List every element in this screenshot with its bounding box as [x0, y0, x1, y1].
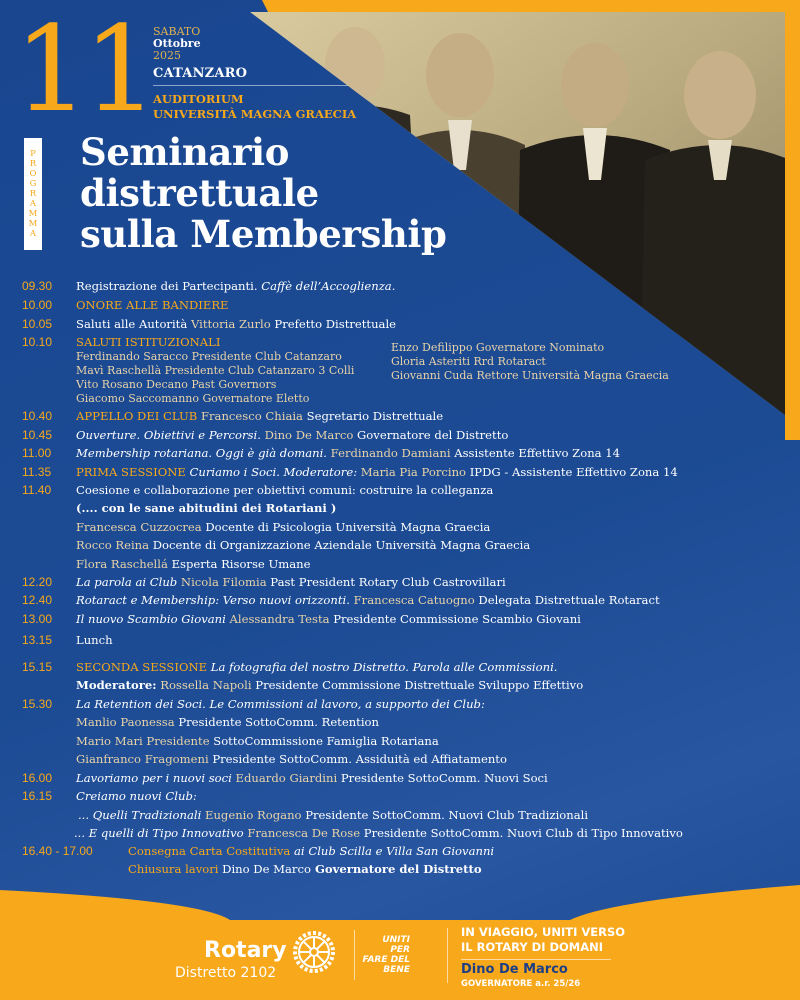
agenda-time: 11.00 — [22, 446, 52, 460]
rotary-brand: Rotary — [204, 938, 287, 963]
motto-line1: UNITI PER — [382, 935, 410, 955]
slogan — [461, 925, 625, 955]
agenda-text: Registrazione dei Partecipanti. Caffè dell’Accoglienza. — [76, 279, 396, 293]
saluti-item: Gloria Asteriti Rrd Rotaract — [391, 355, 546, 368]
motto-line3: BENE — [383, 965, 410, 975]
agenda-text: Creiamo nuovi Club: — [76, 789, 197, 803]
programma-letter: A — [29, 199, 37, 209]
agenda-time: 16.15 — [22, 789, 53, 803]
programma-letter: M — [28, 209, 38, 219]
agenda-time: 16.00 — [22, 771, 53, 785]
programma-letter: P — [30, 149, 36, 159]
agenda-text: Chiusura lavori Dino De Marco Governatore del Distretto — [128, 862, 482, 876]
agenda-time: 13.15 — [22, 633, 53, 647]
saluti-item: Giovanni Cuda Rettore Università Magna Graecia — [391, 369, 669, 382]
weekday: SABATO — [153, 25, 201, 38]
agenda-time: 12.40 — [22, 593, 53, 607]
agenda-text: APPELLO DEI CLUB Francesco Chiaia Segretario Distrettuale — [76, 409, 444, 423]
agenda-text: PRIMA SESSIONE Curiamo i Soci. Moderatore: Maria Pia Porcino IPDG - Assistente Effettivo Zona 14 — [76, 465, 678, 479]
agenda-text: La parola ai Club Nicola Filomia Past President Rotary Club Castrovillari — [76, 575, 506, 589]
city: CATANZARO — [153, 66, 248, 81]
agenda-text: Lunch — [76, 633, 113, 647]
programma-letter: R — [29, 159, 37, 169]
agenda-text: Saluti alle Autorità Vittoria Zurlo Prefetto Distrettuale — [76, 317, 397, 331]
venue-line1: AUDITORIUM — [153, 92, 244, 106]
district-label: Distretto 2102 — [175, 965, 277, 981]
saluti-item: Giacomo Saccomanno Governatore Eletto — [76, 392, 310, 405]
agenda-text: Lavoriamo per i nuovi soci Eduardo Giardini Presidente SottoComm. Nuovi Soci — [76, 771, 548, 785]
saluti-item: Vito Rosano Decano Past Governors — [76, 378, 277, 391]
venue — [153, 92, 356, 122]
date-block — [153, 26, 201, 61]
agenda-text: La Retention dei Soci. Le Commissioni al lavoro, a supporto dei Club: — [76, 697, 485, 711]
agenda-text: ... E quelli di Tipo Innovativo Francesca De Rose Presidente SottoComm. Nuovi Club di Tipo Innovativo — [74, 826, 683, 840]
title-line1: Seminario — [80, 130, 289, 174]
agenda-text: Moderatore: Rossella Napoli Presidente Commissione Distrettuale Sviluppo Effettivo — [76, 678, 584, 692]
title-line2: distrettuale — [80, 171, 319, 215]
venue-line2: UNIVERSITÀ MAGNA GRAECIA — [153, 107, 357, 121]
agenda-time: 16.40 - 17.00 — [22, 844, 93, 858]
agenda-text: Ouverture. Obiettivi e Percorsi. Dino De Marco Governatore del Distretto — [76, 428, 509, 442]
month: Ottobre — [153, 37, 201, 50]
agenda-time: 10.10 — [22, 335, 53, 349]
agenda-time: 15.30 — [22, 697, 53, 711]
agenda-time: 12.20 — [22, 575, 53, 589]
agenda-text: Gianfranco Fragomeni Presidente SottoComm. Assiduità ed Affiatamento — [76, 752, 507, 766]
agenda-text: Il nuovo Scambio Giovani Alessandra Testa Presidente Commissione Scambio Giovani — [76, 612, 581, 626]
rotary-wheel-icon — [290, 928, 338, 976]
saluti-item: Ferdinando Saracco Presidente Club Catanzaro — [76, 350, 342, 363]
agenda-text: ... Quelli Tradizionali Eugenio Rogano Presidente SottoComm. Nuovi Club Tradizionali — [78, 808, 589, 822]
footer-rule — [461, 959, 611, 960]
year: 2025 — [153, 49, 181, 62]
agenda-text: Rocco Reina Docente di Organizzazione Aziendale Università Magna Graecia — [76, 538, 531, 552]
saluti-item: Enzo Defilippo Governatore Nominato — [391, 341, 605, 354]
governor-role: GOVERNATORE a.r. 25/26 — [461, 979, 581, 989]
agenda-text: Manlio Paonessa Presidente SottoComm. Retention — [76, 715, 379, 729]
divider — [153, 85, 348, 86]
programma-letter: A — [29, 229, 37, 239]
slogan-line2: IL ROTARY DI DOMANI — [461, 940, 604, 954]
programma-letter: R — [29, 189, 37, 199]
agenda-time: 10.45 — [22, 428, 53, 442]
programma-letter: M — [28, 219, 38, 229]
agenda-text: Rotaract e Membership: Verso nuovi orizzonti. Francesca Catuogno Delegata Distrettuale Rotaract — [76, 593, 660, 607]
agenda-text: (.... con le sane abitudini dei Rotariani ) — [76, 501, 337, 515]
motto-line2: FARE DEL — [362, 955, 410, 965]
saluti-item: Mavì Raschellà Presidente Club Catanzaro 3 Colli — [76, 364, 355, 377]
agenda-time: 09.30 — [22, 279, 53, 293]
programma-letter: G — [29, 179, 37, 189]
programma-label — [24, 138, 42, 250]
governor-name: Dino De Marco — [461, 962, 568, 977]
agenda-text: SECONDA SESSIONE La fotografia del nostro Distretto. Parola alle Commissioni. — [76, 660, 558, 674]
event-day: 11 — [14, 0, 153, 138]
agenda-time: 10.05 — [22, 317, 53, 331]
agenda-text: SALUTI ISTITUZIONALI — [76, 335, 221, 349]
slogan-line1: IN VIAGGIO, UNITI VERSO — [461, 925, 626, 939]
agenda-text: Coesione e collaborazione per obiettivi comuni: costruire la colleganza — [76, 483, 494, 497]
footer-divider — [354, 930, 355, 980]
agenda-time: 13.00 — [22, 612, 53, 626]
agenda-text: Membership rotariana. Oggi è già domani. Ferdinando Damiani Assistente Effettivo Zona 14 — [76, 446, 621, 460]
agenda-text: Mario Mari Presidente SottoCommissione Famiglia Rotariana — [76, 734, 439, 748]
page-title — [80, 132, 447, 255]
agenda-text: ONORE ALLE BANDIERE — [76, 298, 229, 312]
footer-divider — [447, 928, 448, 983]
agenda-text: Consegna Carta Costitutiva ai Club Scilla e Villa San Giovanni — [128, 844, 495, 858]
motto — [360, 935, 410, 975]
agenda-text: Francesca Cuzzocrea Docente di Psicologia Università Magna Graecia — [76, 520, 491, 534]
agenda-time: 15.15 — [22, 660, 53, 674]
agenda-time: 11.40 — [22, 483, 52, 497]
title-line3: sulla Membership — [80, 212, 447, 256]
agenda-time: 10.00 — [22, 298, 53, 312]
agenda-time: 11.35 — [22, 465, 52, 479]
agenda-time: 10.40 — [22, 409, 53, 423]
programma-letter: O — [29, 169, 37, 179]
agenda-text: Flora Raschellá Esperta Risorse Umane — [76, 557, 311, 571]
